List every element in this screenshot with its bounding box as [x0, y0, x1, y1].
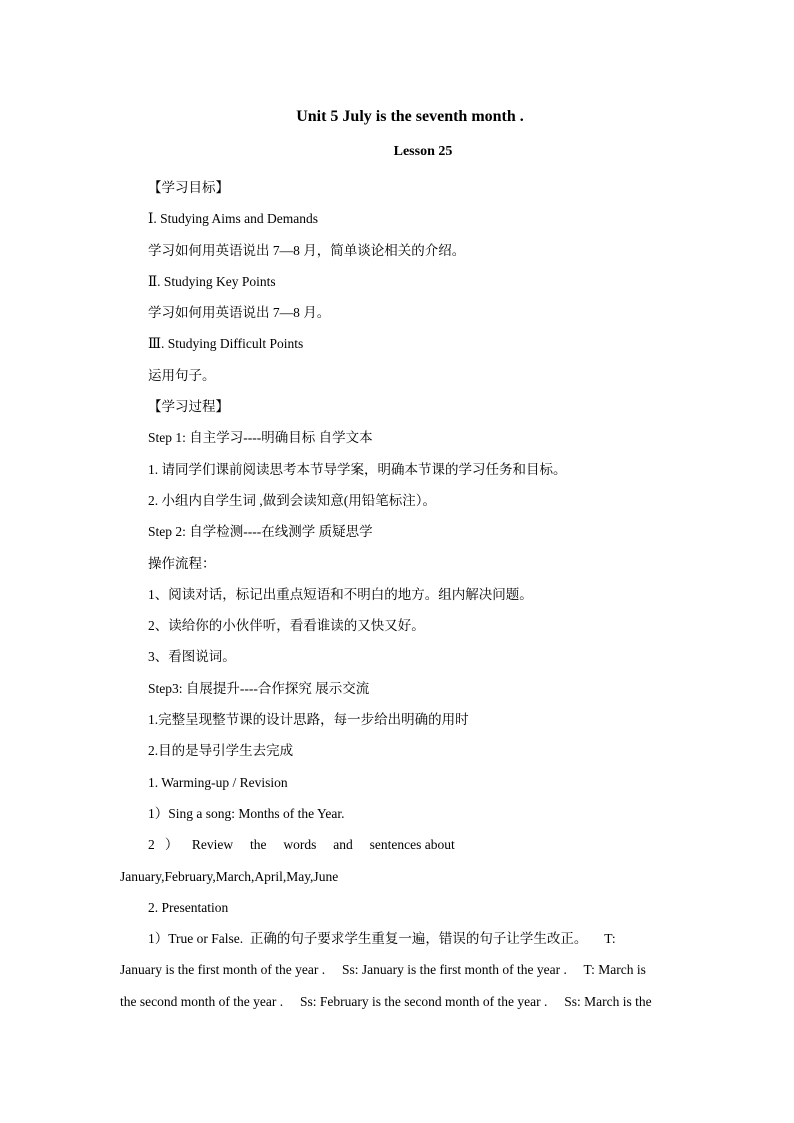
step2-heading: Step 2: 自学检测----在线测学 质疑思学 — [148, 524, 373, 540]
presentation-heading: 2. Presentation — [148, 899, 229, 915]
warming-up-heading: 1. Warming-up / Revision — [148, 774, 288, 790]
step3-item-1: 1.完整呈现整节课的设计思路，每一步给出明确的用时 — [148, 712, 469, 728]
difficult-points-text: 运用句子。 — [148, 367, 216, 383]
warming-up-item-1: 1）Sing a song: Months of the Year. — [148, 805, 345, 821]
section-heading-process: 【学习过程】 — [148, 399, 229, 415]
procedure-item-3: 3、看图说词。 — [148, 649, 236, 665]
procedure-label: 操作流程： — [148, 555, 216, 571]
lesson-subtitle: Lesson 25 — [393, 144, 453, 159]
aims-text: 学习如何用英语说出 7—8 月，简单谈论相关的介绍。 — [148, 242, 466, 258]
procedure-item-1: 1、阅读对话，标记出重点短语和不明白的地方。组内解决问题。 — [148, 586, 533, 602]
presentation-dialogue-2: the second month of the year . Ss: February is the second month of the year . Ss: March is the — [120, 993, 652, 1009]
step1-item-2: 2. 小组内自学生词 ,做到会读知意(用铅笔标注）。 — [148, 492, 436, 508]
presentation-dialogue-1: January is the first month of the year . Ss: January is the first month of the year . T: March is — [120, 962, 646, 978]
aims-heading: Ⅰ. Studying Aims and Demands — [148, 211, 318, 227]
step1-item-1: 1. 请同学们课前阅读思考本节导学案，明确本节课的学习任务和目标。 — [148, 461, 567, 477]
key-points-text: 学习如何用英语说出 7—8 月。 — [148, 305, 331, 321]
step1-heading: Step 1: 自主学习----明确目标 自学文本 — [148, 430, 373, 446]
difficult-points-heading: Ⅲ. Studying Difficult Points — [148, 336, 304, 352]
section-heading-objectives: 【学习目标】 — [148, 180, 229, 195]
presentation-item-1: 1）True or False. 正确的句子要求学生重复一遍，错误的句子让学生改正。 T: — [148, 931, 616, 947]
procedure-item-2: 2、读给你的小伙伴听，看看谁读的又快又好。 — [148, 618, 425, 634]
key-points-heading: Ⅱ. Studying Key Points — [148, 273, 276, 289]
warming-up-item-2: 2 ） Review the words and sentences about — [148, 837, 455, 853]
step3-item-2: 2.目的是导引学生去完成 — [148, 743, 294, 759]
months-list: January,February,March,April,May,June — [120, 868, 339, 884]
document-body — [0, 172, 794, 1017]
step3-heading: Step3: 自展提升----合作探究 展示交流 — [148, 680, 370, 696]
document-title: Unit 5 July is the seventh month . — [296, 108, 524, 125]
